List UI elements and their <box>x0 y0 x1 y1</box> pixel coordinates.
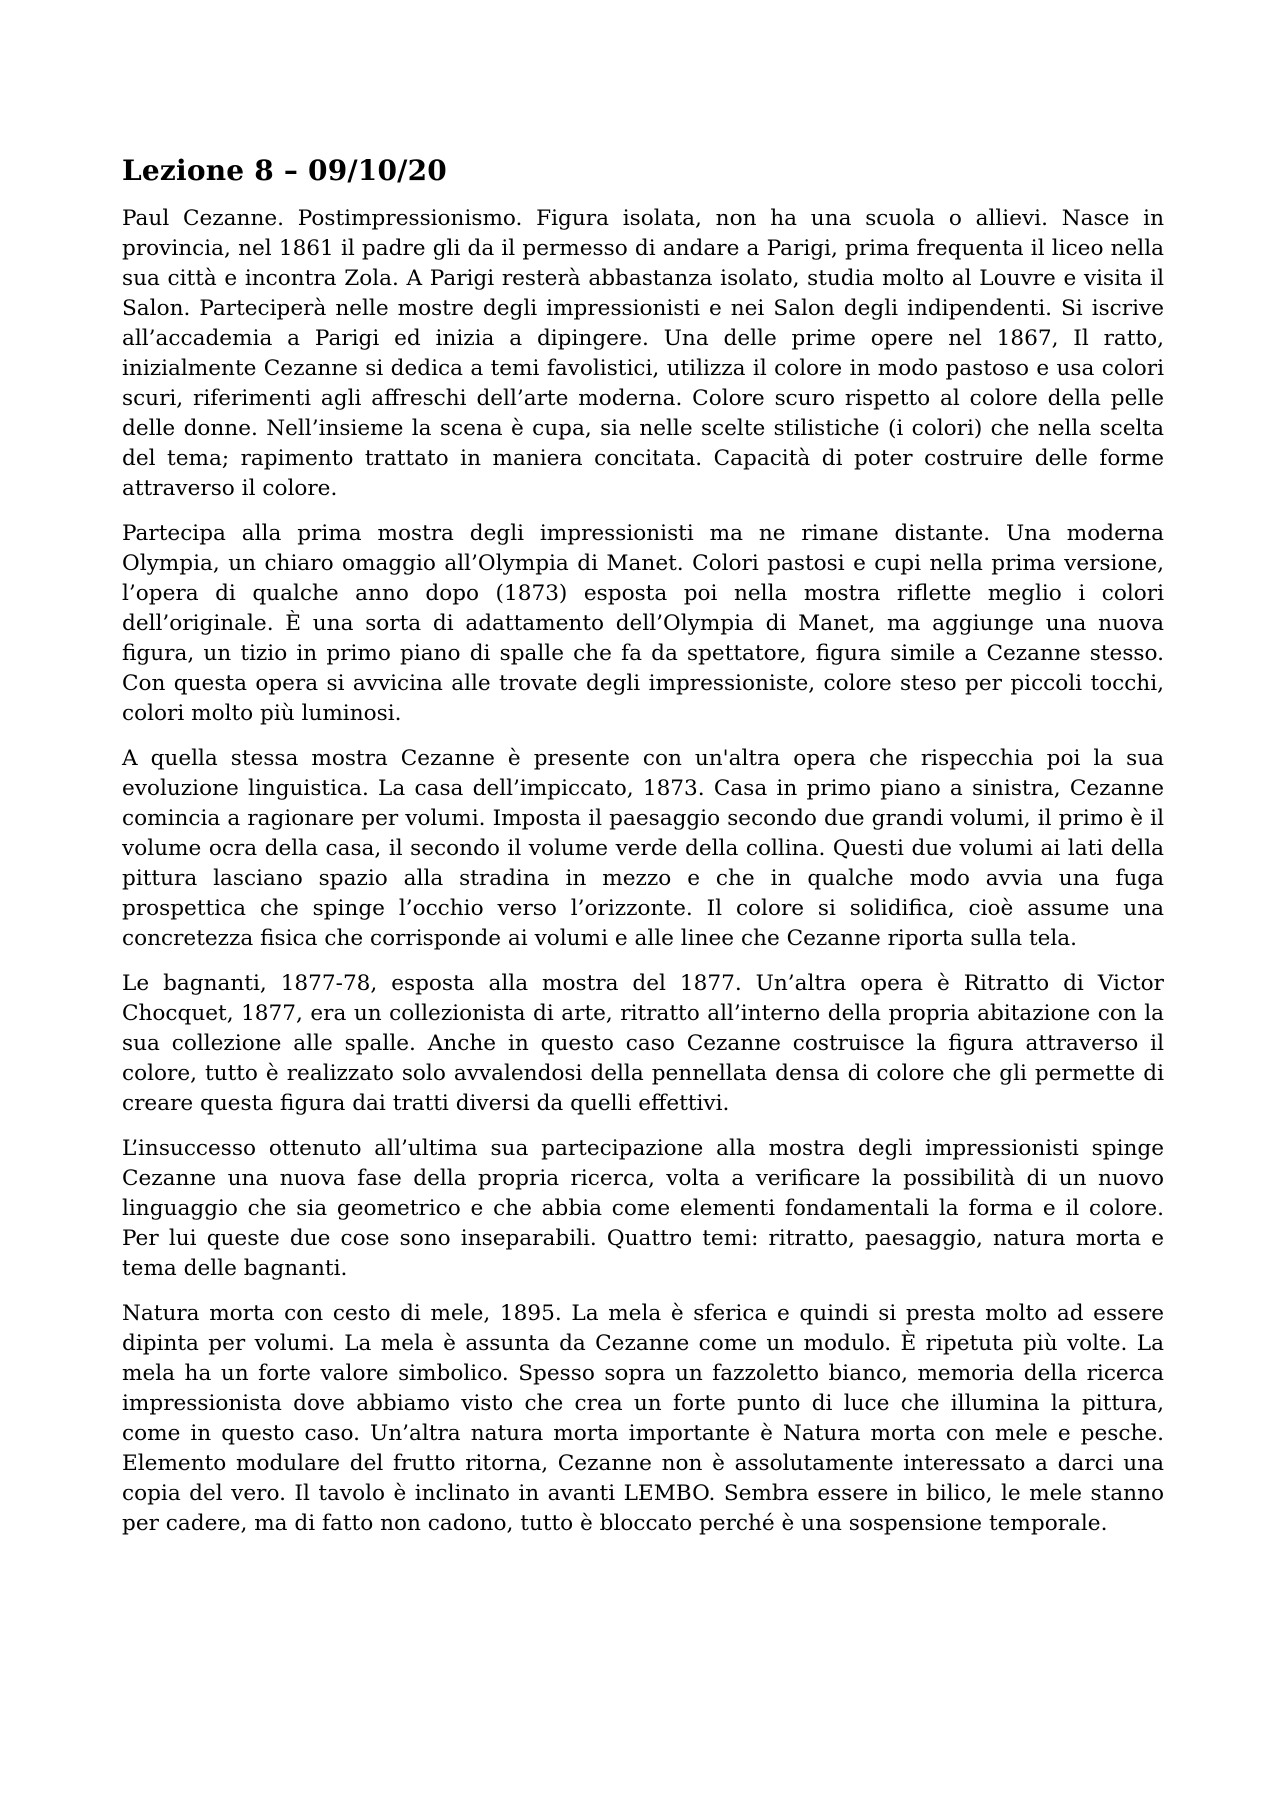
paragraph-casa-impiccato: A quella stessa mostra Cezanne è presente con un'altra opera che rispecchia poi la sua evoluzione linguistica. La casa dell’impiccato, 1873. Casa in primo piano a sinistra, Cezanne comincia a ragionare per volumi. Imposta il paesaggio secondo due grandi volumi, il primo è il volume ocra della casa, il secondo il volume verde della collina. Questi due volumi ai lati della pittura lasciano spazio alla stradina in mezzo e che in qualche modo avvia una fuga prospettica che spinge l’occhio verso l’orizzonte. Il colore si solidifica, cioè assume una concretezza fisica che corrisponde ai volumi e alle linee che Cezanne riporta sulla tela. <box>122 746 1164 951</box>
paragraph-olympia: Partecipa alla prima mostra degli impressionisti ma ne rimane distante. Una moderna Olympia, un chiaro omaggio all’Olympia di Manet. Colori pastosi e cupi nella prima versione, l’opera di qualche anno dopo (1873) esposta poi nella mostra riflette meglio i colori dell’originale. È una sorta di adattamento dell’Olympia di Manet, ma aggiunge una nuova figura, un tizio in primo piano di spalle che fa da spettatore, figura simile a Cezanne stesso. Con questa opera si avvicina alle trovate degli impressioniste, colore steso per piccoli tocchi, colori molto più luminosi. <box>122 521 1164 726</box>
paragraph-cezanne-intro: Paul Cezanne. Postimpressionismo. Figura isolata, non ha una scuola o allievi. Nasce in provincia, nel 1861 il padre gli da il permesso di andare a Parigi, prima frequenta il liceo nella sua città e incontra Zola. A Parigi resterà abbastanza isolato, studia molto al Louvre e visita il Salon. Parteciperà nelle mostre degli impressionisti e nei Salon degli indipendenti. Si iscrive all’accademia a Parigi ed inizia a dipingere. Una delle prime opere nel 1867, Il ratto, inizialmente Cezanne si dedica a temi favolistici, utilizza il colore in modo pastoso e usa colori scuri, riferimenti agli affreschi dell’arte moderna. Colore scuro rispetto al colore della pelle delle donne. Nell’insieme la scena è cupa, sia nelle scelte stilistiche (i colori) che nella scelta del tema; rapimento trattato in maniera concitata. Capacità di poter costruire delle forme attraverso il colore. <box>122 206 1164 501</box>
page-title: Lezione 8 – 09/10/20 <box>122 154 447 187</box>
paragraph-nuova-fase: L’insuccesso ottenuto all’ultima sua partecipazione alla mostra degli impressionisti spinge Cezanne una nuova fase della propria ricerca, volta a verificare la possibilità di un nuovo linguaggio che sia geometrico e che abbia come elementi fondamentali la forma e il colore. Per lui queste due cose sono inseparabili. Quattro temi: ritratto, paesaggio, natura morta e tema delle bagnanti. <box>122 1136 1164 1281</box>
paragraph-natura-morta: Natura morta con cesto di mele, 1895. La mela è sferica e quindi si presta molto ad essere dipinta per volumi. La mela è assunta da Cezanne come un modulo. È ripetuta più volte. La mela ha un forte valore simbolico. Spesso sopra un fazzoletto bianco, memoria della ricerca impressionista dove abbiamo visto che crea un forte punto di luce che illumina la pittura, come in questo caso. Un’altra natura morta importante è Natura morta con mele e pesche. Elemento modulare del frutto ritorna, Cezanne non è assolutamente interessato a darci una copia del vero. Il tavolo è inclinato in avanti LEMBO. Sembra essere in bilico, le mele stanno per cadere, ma di fatto non cadono, tutto è bloccato perché è una sospensione temporale. <box>122 1301 1164 1536</box>
document-page <box>122 152 1164 1539</box>
paragraph-bagnanti-chocquet: Le bagnanti, 1877-78, esposta alla mostra del 1877. Un’altra opera è Ritratto di Victor Chocquet, 1877, era un collezionista di arte, ritratto all’interno della propria abitazione con la sua collezione alle spalle. Anche in questo caso Cezanne costruisce la figura attraverso il colore, tutto è realizzato solo avvalendosi della pennellata densa di colore che gli permette di creare questa figura dai tratti diversi da quelli effettivi. <box>122 971 1164 1116</box>
